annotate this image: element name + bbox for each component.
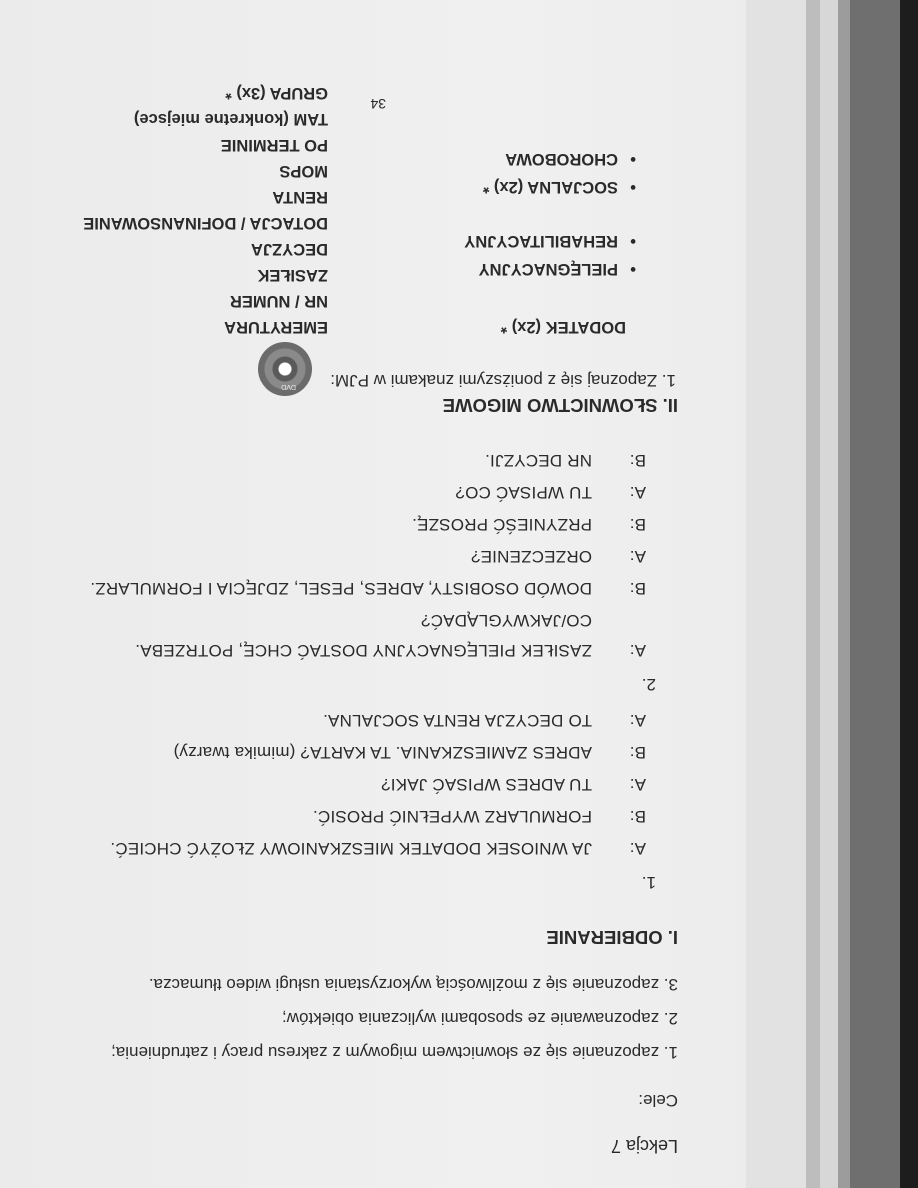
section-title: II. SŁOWNICTWO MIGOWE bbox=[442, 395, 678, 416]
goal-item: 1. zapoznanie się ze słownictwem migowym z zakresu pracy i zatrudnienia; bbox=[111, 1043, 678, 1062]
speaker-label: A: bbox=[629, 483, 646, 502]
dialog-line: NR DECYZJI. bbox=[484, 451, 592, 470]
vocab-item: CHOROBOWA bbox=[505, 150, 618, 168]
vocab-item: DODATEK (2x) * bbox=[500, 318, 626, 336]
dialog-line: FORMULARZ WYPEŁNIĆ PROSIĆ. bbox=[312, 807, 592, 826]
bullet-icon: • bbox=[630, 260, 636, 278]
goal-item: 3. zapoznanie się z możliwością wykorzystania usługi wideo tłumacza. bbox=[148, 975, 678, 994]
page-number: 34 bbox=[370, 96, 386, 112]
speaker-label: A: bbox=[629, 547, 646, 566]
dialog-group-number: 2. bbox=[641, 675, 656, 694]
dvd-label: DVD bbox=[281, 383, 296, 390]
vocab-item: PIELĘGNACYJNY bbox=[478, 260, 618, 278]
dialog-line: TO DECYZJA RENTA SOCJALNA. bbox=[322, 711, 592, 730]
speaker-label: A: bbox=[629, 711, 646, 730]
bullet-icon: • bbox=[630, 178, 636, 196]
vocab-item: EMERYTURA bbox=[224, 318, 328, 336]
speaker-label: B: bbox=[629, 743, 646, 762]
dialog-line: CO/JAKWYGLĄDAĆ? bbox=[420, 611, 592, 630]
vocab-item: NR / NUMER bbox=[229, 292, 328, 310]
dialog-line: TU WPISAĆ CO? bbox=[455, 483, 592, 502]
vocab-item: DECYZJA bbox=[250, 240, 328, 258]
speaker-label: A: bbox=[629, 775, 646, 794]
vocab-item: MOPS bbox=[279, 162, 328, 180]
speaker-label: B: bbox=[629, 451, 646, 470]
speaker-label: A: bbox=[629, 839, 646, 858]
bullet-icon: • bbox=[630, 232, 636, 250]
bullet-icon: • bbox=[630, 150, 636, 168]
dialog-line: JA WNIOSEK DODATEK MIESZKANIOWY ZŁOŻYĆ CHCIEĆ. bbox=[110, 839, 592, 858]
dialog-line: PRZYNIEŚĆ PROSZĘ. bbox=[411, 515, 592, 534]
page-bleed bbox=[746, 0, 806, 1188]
dialog-line: ORZECZENIE? bbox=[470, 547, 592, 566]
vocab-item: REHABILITACYJNY bbox=[464, 232, 618, 250]
speaker-label: A: bbox=[629, 641, 646, 660]
dialog-line: ZASIŁEK PIELĘGNACYJNY DOSTAĆ CHCĘ, POTRZEBA. bbox=[135, 641, 592, 660]
speaker-label: B: bbox=[629, 515, 646, 534]
vocab-item: PO TERMINIE bbox=[220, 136, 328, 154]
dialog-group-number: 1. bbox=[641, 873, 656, 892]
speaker-label: B: bbox=[629, 807, 646, 826]
dialog-line: ADRES ZAMIESZKANIA. TA KARTA? (mimika twarzy) bbox=[173, 743, 592, 762]
goals-label: Cele: bbox=[638, 1091, 678, 1110]
goal-item: 2. zapoznawanie ze sposobami wyliczania obiektów; bbox=[282, 1009, 678, 1028]
vocab-item: SOCJALNA (2x) * bbox=[482, 178, 618, 196]
dialog-line: TU ADRES WPISAĆ JAKI? bbox=[380, 775, 592, 794]
vocab-item: TAM (konkretne miejsce) bbox=[133, 110, 328, 128]
vocab-item: GRUPA (3x) * bbox=[225, 84, 328, 102]
dvd-icon bbox=[258, 342, 312, 396]
section-title: I. ODBIERANIE bbox=[546, 927, 678, 948]
vocab-item: DOTACJA / DOFINANSOWANIE bbox=[83, 214, 328, 232]
vocab-item: ZASIŁEK bbox=[257, 266, 328, 284]
exercise-instruction: 1. Zapoznaj się z poniższymi znakami w PJM: bbox=[330, 371, 676, 390]
dialog-line: DOWÓD OSOBISTY, ADRES, PESEL, ZDJĘCIA I FORMULARZ. bbox=[90, 579, 592, 598]
speaker-label: B: bbox=[629, 579, 646, 598]
lesson-title: Lekcja 7 bbox=[610, 1136, 678, 1156]
vocab-item: RENTA bbox=[272, 188, 328, 206]
